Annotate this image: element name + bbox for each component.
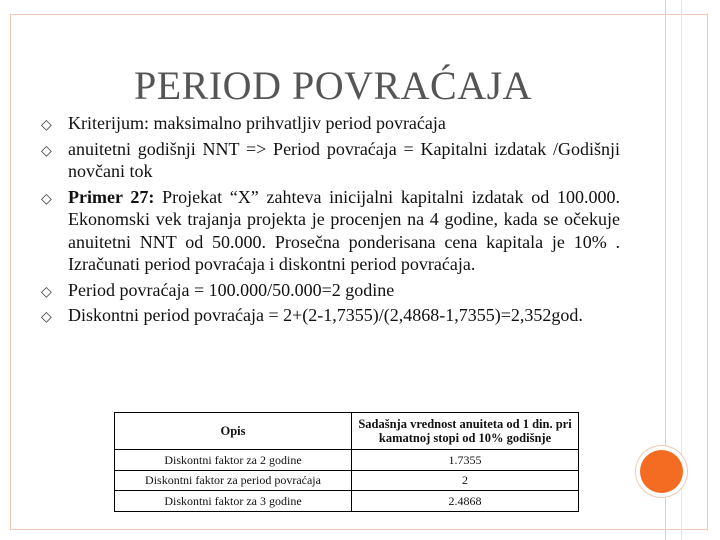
decorative-line-secondary — [681, 0, 682, 540]
table-cell: Diskontni faktor za period povraćaja — [115, 470, 352, 491]
diamond-outline-icon: ◇ — [41, 143, 52, 159]
bullet-item — [40, 279, 620, 302]
diamond-outline-icon: ◇ — [41, 191, 52, 207]
table-cell: Diskontni faktor za 2 godine — [115, 450, 352, 471]
table-cell: 2.4868 — [352, 491, 579, 512]
discount-factor-table — [114, 412, 579, 512]
bullet-text: anuitetni godišnji NNT => Period povraćaja = Kapitalni izdatak /Godišnji novčani tok — [68, 138, 620, 181]
bullet-item — [40, 304, 620, 327]
diamond-outline-icon: ◇ — [41, 118, 52, 133]
diamond-outline-icon: ◇ — [41, 284, 52, 300]
bullet-item — [40, 112, 620, 135]
table-header: Sadašnja vrednost anuiteta od 1 din. pri kamatnoj stopi od 10% godišnje — [352, 413, 579, 450]
bullet-item — [40, 138, 620, 183]
table-cell: 2 — [352, 470, 579, 491]
diamond-outline-icon: ◇ — [41, 310, 52, 325]
table-row — [115, 491, 579, 512]
slide-title: PERIOD POVRAĆAJA — [134, 63, 533, 108]
table-row — [115, 450, 579, 471]
table-header: Opis — [115, 413, 352, 450]
table-cell: Diskontni faktor za 3 godine — [115, 491, 352, 512]
bullet-bold-label: Primer 27: — [68, 186, 155, 207]
bullet-list — [40, 112, 620, 330]
accent-circle — [640, 450, 683, 493]
table-row — [115, 470, 579, 491]
table-header-row — [115, 413, 579, 450]
bullet-item — [40, 186, 620, 276]
bullet-text: Diskontni period povraćaja = 2+(2-1,7355)/(2,4868-1,7355)=2,352god. — [68, 305, 583, 325]
bullet-text: Period povraćaja = 100.000/50.000=2 godine — [68, 279, 395, 300]
table-cell: 1.7355 — [352, 450, 579, 471]
bullet-text: Kriterijum: maksimalno prihvatljiv period povraćaja — [68, 113, 446, 133]
bullet-text: Projekat “X” zahteva inicijalni kapitalni izdatak od 100.000. Ekonomski vek trajanja projekta je procenjen na 4 godine, kada se očekuje anuitetni NNT od 50.000. Prosečna ponderisana cena kapitala je 10% . Izračunati period povraćaja i diskontni period povraćaja. — [68, 186, 620, 274]
